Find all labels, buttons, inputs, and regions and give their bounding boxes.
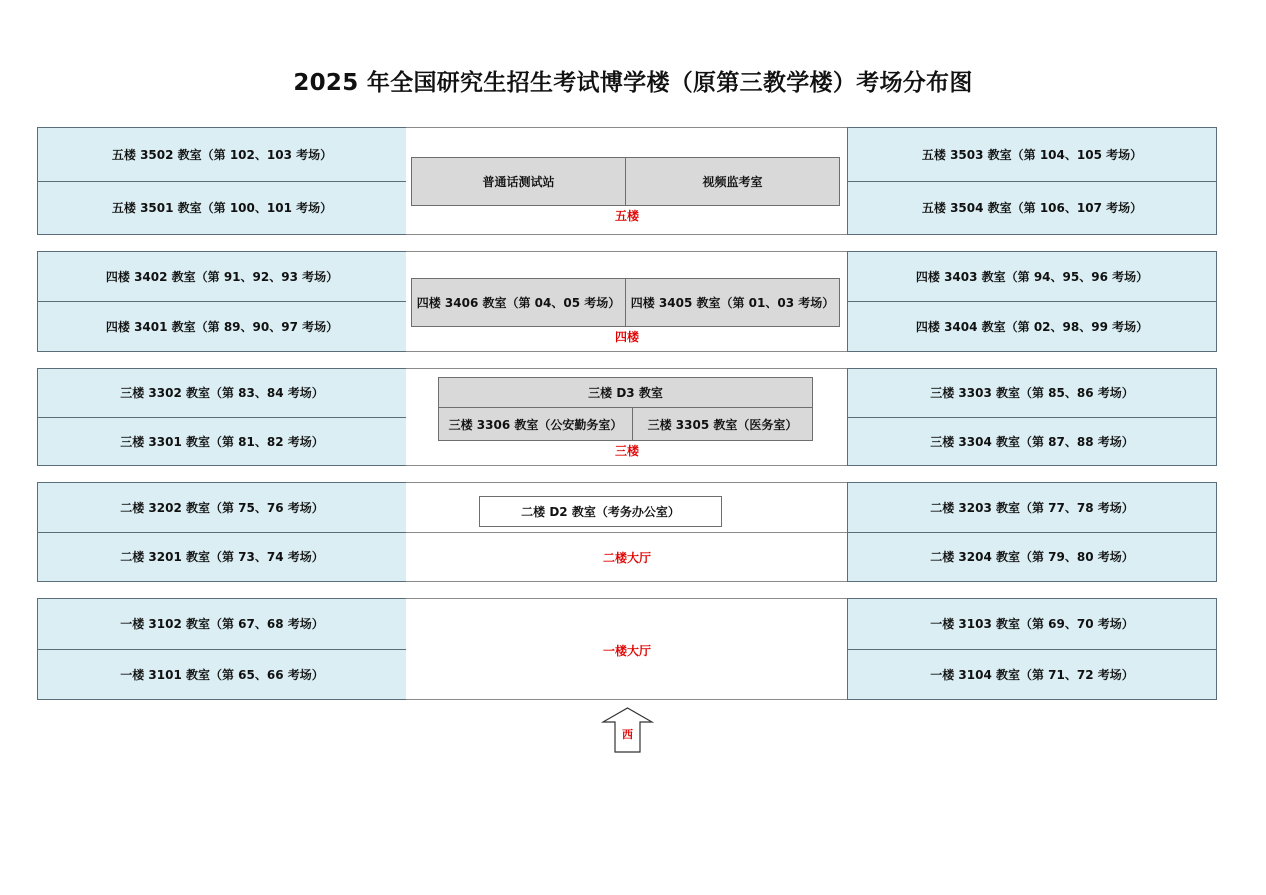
floor-4-left-wing	[37, 251, 407, 352]
room-3502: 五楼 3502 教室（第 102、103 考场）	[111, 147, 333, 162]
floor-5-center	[406, 127, 848, 235]
room-3301: 三楼 3301 教室（第 81、82 考场）	[38, 417, 406, 466]
room-3304: 三楼 3304 教室（第 87、88 考场）	[848, 417, 1216, 466]
room-3306: 三楼 3306 教室（公安勤务室）	[438, 407, 633, 441]
room-3102: 一楼 3102 教室（第 67、68 考场）	[120, 617, 324, 632]
mandarin-test-station: 普通话测试站	[411, 157, 626, 206]
room-3204: 二楼 3204 教室（第 79、80 考场）	[848, 532, 1216, 582]
floor-2-divider	[406, 532, 848, 533]
floor-1-center	[406, 598, 848, 700]
room-3104: 一楼 3104 教室（第 71、72 考场）	[848, 649, 1216, 700]
floor-2-center	[406, 482, 848, 582]
floor-4-center	[406, 251, 848, 352]
floor-5-right-wing	[847, 127, 1217, 235]
floor-1-right-wing	[847, 598, 1217, 700]
floor-5-left-wing	[37, 127, 407, 235]
floor-5-label: 五楼	[614, 209, 639, 223]
room-3504: 五楼 3504 教室（第 106、107 考场）	[848, 181, 1216, 235]
room-3302: 三楼 3302 教室（第 83、84 考场）	[120, 386, 324, 401]
floor-2-label: 二楼大厅	[602, 551, 651, 565]
floor-1	[37, 598, 1217, 700]
room-d2: 二楼 D2 教室（考务办公室）	[479, 496, 722, 527]
floor-3-label: 三楼	[614, 444, 639, 458]
floor-3	[37, 368, 1217, 466]
floor-4	[37, 251, 1217, 352]
room-3101: 一楼 3101 教室（第 65、66 考场）	[38, 649, 406, 700]
floor-2	[37, 482, 1217, 582]
floor-5	[37, 127, 1217, 235]
room-3405: 四楼 3405 教室（第 01、03 考场）	[625, 278, 840, 327]
room-3303: 三楼 3303 教室（第 85、86 考场）	[930, 386, 1134, 401]
floor-4-right-wing	[847, 251, 1217, 352]
room-3402: 四楼 3402 教室（第 91、92、93 考场）	[105, 270, 339, 284]
room-d3: 三楼 D3 教室	[438, 377, 813, 408]
room-3203: 二楼 3203 教室（第 77、78 考场）	[930, 500, 1134, 515]
room-3202: 二楼 3202 教室（第 75、76 考场）	[120, 500, 324, 515]
room-3201: 二楼 3201 教室（第 73、74 考场）	[38, 532, 406, 582]
floor-1-label: 一楼大厅	[602, 644, 651, 658]
room-3401: 四楼 3401 教室（第 89、90、97 考场）	[38, 301, 406, 351]
floor-1-left-wing	[37, 598, 407, 700]
room-3305: 三楼 3305 教室（医务室）	[632, 407, 813, 441]
room-3103: 一楼 3103 教室（第 69、70 考场）	[930, 617, 1134, 632]
entrance-label: 西	[622, 728, 633, 741]
room-3503: 五楼 3503 教室（第 104、105 考场）	[921, 147, 1143, 162]
floor-2-left-wing	[37, 482, 407, 582]
floor-3-center	[406, 368, 848, 466]
floor-3-left-wing	[37, 368, 407, 466]
floor-3-right-wing	[847, 368, 1217, 466]
floor-2-right-wing	[847, 482, 1217, 582]
room-3404: 四楼 3404 教室（第 02、98、99 考场）	[848, 301, 1216, 351]
video-monitoring-room: 视频监考室	[625, 157, 840, 206]
room-3403: 四楼 3403 教室（第 94、95、96 考场）	[915, 270, 1149, 284]
room-3406: 四楼 3406 教室（第 04、05 考场）	[411, 278, 626, 327]
floor-4-label: 四楼	[614, 330, 639, 344]
page-title: 2025 年全国研究生招生考试博学楼（原第三教学楼）考场分布图	[293, 70, 973, 96]
room-3501: 五楼 3501 教室（第 100、101 考场）	[38, 181, 406, 235]
